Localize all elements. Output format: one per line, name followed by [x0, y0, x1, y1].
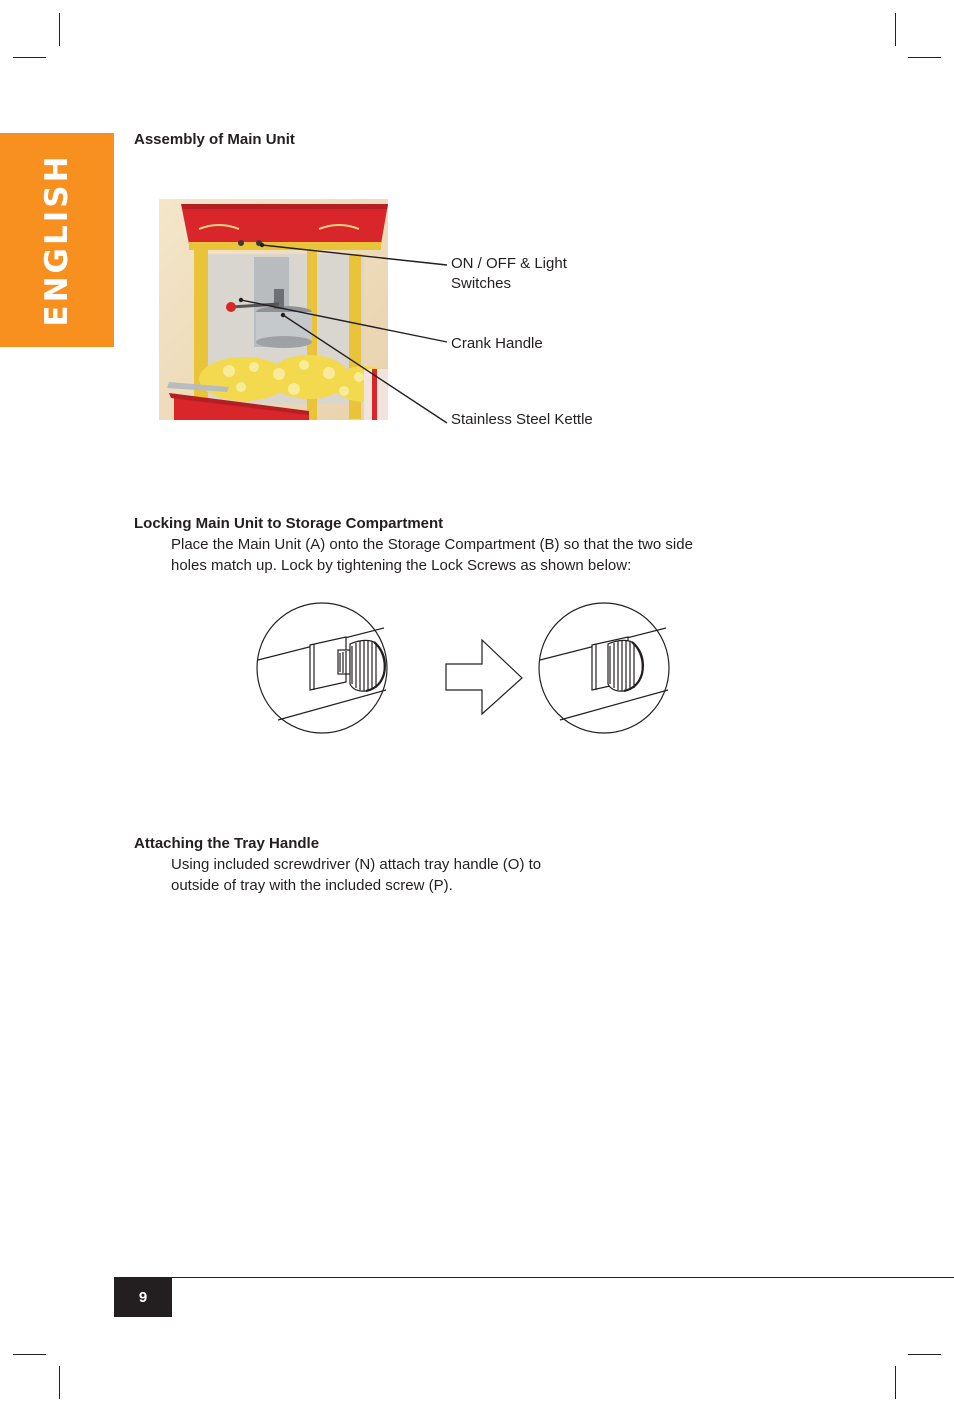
crop-mark: [895, 1366, 896, 1399]
lock-screw-diagram: [256, 602, 670, 734]
tray-line: Using included screwdriver (N) attach tray handle (O) to: [171, 856, 542, 873]
locking-instructions: [171, 535, 693, 576]
crop-mark: [895, 13, 896, 46]
callout-switches: [451, 254, 567, 294]
locking-line: holes match up. Lock by tightening the Lock Screws as shown below:: [171, 556, 632, 574]
callout-switches-line2: Switches: [451, 275, 512, 292]
tray-line: outside of tray with the included screw (P).: [171, 876, 453, 894]
footer-rule: [114, 1277, 954, 1278]
crop-mark: [59, 13, 60, 46]
tray-heading: Attaching the Tray Handle: [134, 835, 320, 852]
language-tab: [0, 133, 114, 347]
page-number: 9: [114, 1278, 172, 1317]
language-label: ENGLISH: [39, 153, 75, 327]
crop-mark: [13, 1354, 46, 1355]
locking-heading: Locking Main Unit to Storage Compartment: [134, 515, 444, 532]
crop-mark: [59, 1366, 60, 1399]
callout-kettle: Stainless Steel Kettle: [451, 411, 593, 428]
crop-mark: [908, 57, 941, 58]
popcorn-machine-photo: [159, 199, 388, 420]
tray-instructions: [171, 855, 541, 896]
crop-mark: [13, 57, 46, 58]
locking-line: Place the Main Unit (A) onto the Storage Compartment (B) so that the two side: [171, 536, 693, 553]
callout-crank-handle: Crank Handle: [451, 335, 543, 352]
callout-switches-line1: ON / OFF & Light: [451, 255, 567, 272]
crop-mark: [908, 1354, 941, 1355]
assembly-heading: Assembly of Main Unit: [134, 131, 295, 148]
